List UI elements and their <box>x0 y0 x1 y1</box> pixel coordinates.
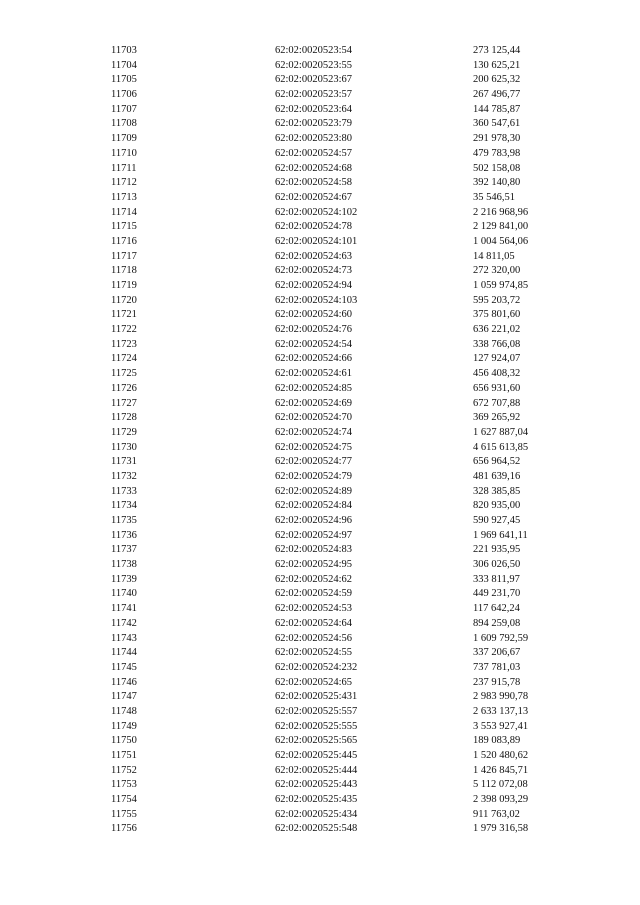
table-row <box>0 470 640 485</box>
row-number: 11749 <box>111 720 137 732</box>
cadastral-number: 62:02:0020524:77 <box>275 456 353 468</box>
table-row <box>0 426 640 441</box>
cadastral-value: 35 546,51 <box>473 191 515 203</box>
table-row <box>0 602 640 617</box>
table-row <box>0 206 640 221</box>
cadastral-value: 5 112 072,08 <box>473 779 528 791</box>
cadastral-value: 456 408,32 <box>473 368 521 380</box>
row-number: 11723 <box>111 338 137 350</box>
table-row <box>0 323 640 338</box>
cadastral-value: 656 931,60 <box>473 382 521 394</box>
cadastral-value: 267 496,77 <box>473 89 521 101</box>
row-number: 11743 <box>111 632 137 644</box>
row-number: 11710 <box>111 147 137 159</box>
cadastral-number: 62:02:0020525:557 <box>275 705 358 717</box>
cadastral-number: 62:02:0020524:66 <box>275 353 353 365</box>
cadastral-value: 894 259,08 <box>473 617 521 629</box>
table-row <box>0 749 640 764</box>
cadastral-number: 62:02:0020524:65 <box>275 676 353 688</box>
table-row <box>0 485 640 500</box>
cadastral-number: 62:02:0020523:64 <box>275 103 353 115</box>
cadastral-number: 62:02:0020525:443 <box>275 779 358 791</box>
table-row <box>0 176 640 191</box>
cadastral-value: 189 083,89 <box>473 735 521 747</box>
row-number: 11727 <box>111 397 137 409</box>
row-number: 11714 <box>111 206 137 218</box>
table-row <box>0 59 640 74</box>
row-number: 11742 <box>111 617 137 629</box>
row-number: 11708 <box>111 118 137 130</box>
cadastral-value: 1 520 480,62 <box>473 750 529 761</box>
table-row <box>0 690 640 705</box>
row-number: 11736 <box>111 529 137 541</box>
table-row <box>0 734 640 749</box>
cadastral-value: 272 320,00 <box>473 265 521 277</box>
cadastral-value: 2 983 990,78 <box>473 691 529 703</box>
table-row <box>0 88 640 103</box>
table-row <box>0 793 640 808</box>
cadastral-number: 62:02:0020524:232 <box>275 661 358 673</box>
cadastral-number: 62:02:0020525:555 <box>275 720 358 732</box>
table-row <box>0 573 640 588</box>
cadastral-number: 62:02:0020524:61 <box>275 368 353 380</box>
cadastral-number: 62:02:0020524:103 <box>275 294 358 306</box>
row-number: 11707 <box>111 103 137 115</box>
cadastral-value: 14 811,05 <box>473 250 515 262</box>
cadastral-number: 62:02:0020524:70 <box>275 412 353 424</box>
row-number: 11712 <box>111 177 137 189</box>
cadastral-value: 237 915,78 <box>473 676 521 688</box>
cadastral-number: 62:02:0020524:96 <box>275 515 353 526</box>
cadastral-number: 62:02:0020525:444 <box>275 764 358 776</box>
cadastral-value: 117 642,24 <box>473 603 520 615</box>
cadastral-value: 291 978,30 <box>473 133 521 145</box>
table-row <box>0 44 640 59</box>
cadastral-value: 144 785,87 <box>473 103 521 115</box>
cadastral-value: 328 385,85 <box>473 485 521 497</box>
row-number: 11751 <box>111 750 137 761</box>
cadastral-value: 590 927,45 <box>473 515 521 526</box>
cadastral-number: 62:02:0020524:55 <box>275 647 353 659</box>
cadastral-number: 62:02:0020524:78 <box>275 221 353 233</box>
table-row <box>0 73 640 88</box>
cadastral-value: 392 140,80 <box>473 177 521 189</box>
cadastral-value: 221 935,95 <box>473 544 521 556</box>
cadastral-number: 62:02:0020525:435 <box>275 794 358 806</box>
cadastral-value: 333 811,97 <box>473 573 520 585</box>
cadastral-number: 62:02:0020523:79 <box>275 118 353 130</box>
table-row <box>0 705 640 720</box>
table-row <box>0 294 640 309</box>
cadastral-number: 62:02:0020523:54 <box>275 45 353 56</box>
row-number: 11709 <box>111 133 137 145</box>
table-row <box>0 279 640 294</box>
table-row <box>0 455 640 470</box>
cadastral-value: 1 969 641,11 <box>473 529 528 541</box>
cadastral-number: 62:02:0020524:64 <box>275 617 353 629</box>
cadastral-value: 636 221,02 <box>473 324 521 336</box>
row-number: 11716 <box>111 235 137 247</box>
cadastral-value: 449 231,70 <box>473 588 521 600</box>
cadastral-number: 62:02:0020523:67 <box>275 74 353 86</box>
table-row <box>0 822 640 837</box>
cadastral-number: 62:02:0020524:75 <box>275 441 353 453</box>
cadastral-value: 481 639,16 <box>473 470 521 482</box>
table-row <box>0 411 640 426</box>
cadastral-number: 62:02:0020524:84 <box>275 500 353 512</box>
row-number: 11753 <box>111 779 137 791</box>
cadastral-value: 127 924,07 <box>473 353 521 365</box>
table-row <box>0 543 640 558</box>
row-number: 11734 <box>111 500 137 512</box>
cadastral-number: 62:02:0020523:80 <box>275 133 353 145</box>
cadastral-number: 62:02:0020525:565 <box>275 735 358 747</box>
row-number: 11730 <box>111 441 137 453</box>
row-number: 11740 <box>111 588 137 600</box>
cadastral-value: 479 783,98 <box>473 147 521 159</box>
row-number: 11735 <box>111 515 137 526</box>
cadastral-value: 2 129 841,00 <box>473 221 529 233</box>
cadastral-number: 62:02:0020524:59 <box>275 588 353 600</box>
cadastral-number: 62:02:0020524:102 <box>275 206 358 218</box>
row-number: 11756 <box>111 823 137 835</box>
row-number: 11711 <box>111 162 137 174</box>
cadastral-number: 62:02:0020524:62 <box>275 573 353 585</box>
row-number: 11754 <box>111 794 137 806</box>
cadastral-value: 1 627 887,04 <box>473 426 529 438</box>
cadastral-value: 737 781,03 <box>473 661 521 673</box>
cadastral-number: 62:02:0020524:89 <box>275 485 353 497</box>
cadastral-value: 3 553 927,41 <box>473 720 529 732</box>
table-row <box>0 191 640 206</box>
cadastral-number: 62:02:0020525:445 <box>275 750 358 761</box>
row-number: 11738 <box>111 559 137 571</box>
document-table <box>0 44 640 837</box>
table-row <box>0 132 640 147</box>
table-row <box>0 778 640 793</box>
row-number: 11719 <box>111 280 137 291</box>
cadastral-number: 62:02:0020525:548 <box>275 823 358 835</box>
row-number: 11737 <box>111 544 137 556</box>
cadastral-value: 2 216 968,96 <box>473 206 529 218</box>
cadastral-number: 62:02:0020524:54 <box>275 338 353 350</box>
table-row <box>0 764 640 779</box>
row-number: 11726 <box>111 382 137 394</box>
cadastral-value: 502 158,08 <box>473 162 521 174</box>
cadastral-value: 656 964,52 <box>473 456 521 468</box>
table-row <box>0 117 640 132</box>
cadastral-number: 62:02:0020524:95 <box>275 559 353 571</box>
row-number: 11745 <box>111 661 137 673</box>
cadastral-number: 62:02:0020524:76 <box>275 324 353 336</box>
table-row <box>0 529 640 544</box>
cadastral-value: 2 633 137,13 <box>473 705 529 717</box>
cadastral-number: 62:02:0020523:55 <box>275 59 353 71</box>
table-row <box>0 397 640 412</box>
table-row <box>0 103 640 118</box>
row-number: 11728 <box>111 412 137 424</box>
table-row <box>0 382 640 397</box>
cadastral-number: 62:02:0020524:74 <box>275 426 353 438</box>
row-number: 11725 <box>111 368 137 380</box>
row-number: 11750 <box>111 735 137 747</box>
cadastral-value: 273 125,44 <box>473 45 521 56</box>
cadastral-value: 2 398 093,29 <box>473 794 529 806</box>
row-number: 11733 <box>111 485 137 497</box>
row-number: 11706 <box>111 89 137 101</box>
cadastral-number: 62:02:0020525:431 <box>275 691 358 703</box>
cadastral-number: 62:02:0020524:101 <box>275 235 358 247</box>
row-number: 11713 <box>111 191 137 203</box>
cadastral-number: 62:02:0020524:68 <box>275 162 353 174</box>
table-row <box>0 367 640 382</box>
row-number: 11704 <box>111 59 137 71</box>
table-row <box>0 632 640 647</box>
cadastral-number: 62:02:0020524:60 <box>275 309 353 321</box>
cadastral-value: 672 707,88 <box>473 397 521 409</box>
cadastral-value: 820 935,00 <box>473 500 521 512</box>
table-row <box>0 162 640 177</box>
row-number: 11721 <box>111 309 137 321</box>
table-row <box>0 808 640 823</box>
cadastral-value: 911 763,02 <box>473 808 520 820</box>
cadastral-number: 62:02:0020524:58 <box>275 177 353 189</box>
cadastral-value: 306 026,50 <box>473 559 521 571</box>
row-number: 11752 <box>111 764 137 776</box>
cadastral-value: 375 801,60 <box>473 309 521 321</box>
table-row <box>0 441 640 456</box>
table-row <box>0 147 640 162</box>
cadastral-value: 337 206,67 <box>473 647 521 659</box>
table-row <box>0 338 640 353</box>
cadastral-number: 62:02:0020524:97 <box>275 529 353 541</box>
cadastral-value: 369 265,92 <box>473 412 521 424</box>
cadastral-number: 62:02:0020524:67 <box>275 191 353 203</box>
cadastral-value: 360 547,61 <box>473 118 521 130</box>
row-number: 11748 <box>111 705 137 717</box>
cadastral-number: 62:02:0020524:85 <box>275 382 353 394</box>
row-number: 11717 <box>111 250 137 262</box>
table-row <box>0 264 640 279</box>
row-number: 11703 <box>111 45 137 56</box>
cadastral-number: 62:02:0020524:83 <box>275 544 353 556</box>
cadastral-number: 62:02:0020524:63 <box>275 250 353 262</box>
row-number: 11705 <box>111 74 137 86</box>
cadastral-number: 62:02:0020524:53 <box>275 603 353 615</box>
cadastral-value: 1 979 316,58 <box>473 823 529 835</box>
row-number: 11724 <box>111 353 137 365</box>
table-row <box>0 587 640 602</box>
table-row <box>0 720 640 735</box>
table-row <box>0 308 640 323</box>
cadastral-value: 1 426 845,71 <box>473 764 529 776</box>
cadastral-value: 1 059 974,85 <box>473 280 529 291</box>
cadastral-number: 62:02:0020524:57 <box>275 147 353 159</box>
table-row <box>0 558 640 573</box>
cadastral-value: 1 609 792,59 <box>473 632 529 644</box>
cadastral-number: 62:02:0020525:434 <box>275 808 358 820</box>
table-row <box>0 499 640 514</box>
row-number: 11729 <box>111 426 137 438</box>
cadastral-number: 62:02:0020524:94 <box>275 280 353 291</box>
cadastral-number: 62:02:0020524:79 <box>275 470 353 482</box>
cadastral-number: 62:02:0020524:73 <box>275 265 353 277</box>
table-row <box>0 235 640 250</box>
table-row <box>0 250 640 265</box>
row-number: 11722 <box>111 324 137 336</box>
row-number: 11720 <box>111 294 137 306</box>
row-number: 11744 <box>111 647 137 659</box>
row-number: 11732 <box>111 470 137 482</box>
cadastral-value: 130 625,21 <box>473 59 521 71</box>
cadastral-value: 200 625,32 <box>473 74 521 86</box>
cadastral-value: 4 615 613,85 <box>473 441 529 453</box>
row-number: 11755 <box>111 808 137 820</box>
cadastral-number: 62:02:0020524:56 <box>275 632 353 644</box>
table-row <box>0 514 640 529</box>
cadastral-number: 62:02:0020523:57 <box>275 89 353 101</box>
row-number: 11715 <box>111 221 137 233</box>
cadastral-value: 595 203,72 <box>473 294 521 306</box>
row-number: 11747 <box>111 691 137 703</box>
table-row <box>0 661 640 676</box>
row-number: 11746 <box>111 676 137 688</box>
row-number: 11741 <box>111 603 137 615</box>
table-row <box>0 617 640 632</box>
table-row <box>0 352 640 367</box>
row-number: 11718 <box>111 265 137 277</box>
cadastral-value: 338 766,08 <box>473 338 521 350</box>
cadastral-number: 62:02:0020524:69 <box>275 397 353 409</box>
table-row <box>0 676 640 691</box>
row-number: 11731 <box>111 456 137 468</box>
cadastral-value: 1 004 564,06 <box>473 235 529 247</box>
table-row <box>0 646 640 661</box>
row-number: 11739 <box>111 573 137 585</box>
table-row <box>0 220 640 235</box>
